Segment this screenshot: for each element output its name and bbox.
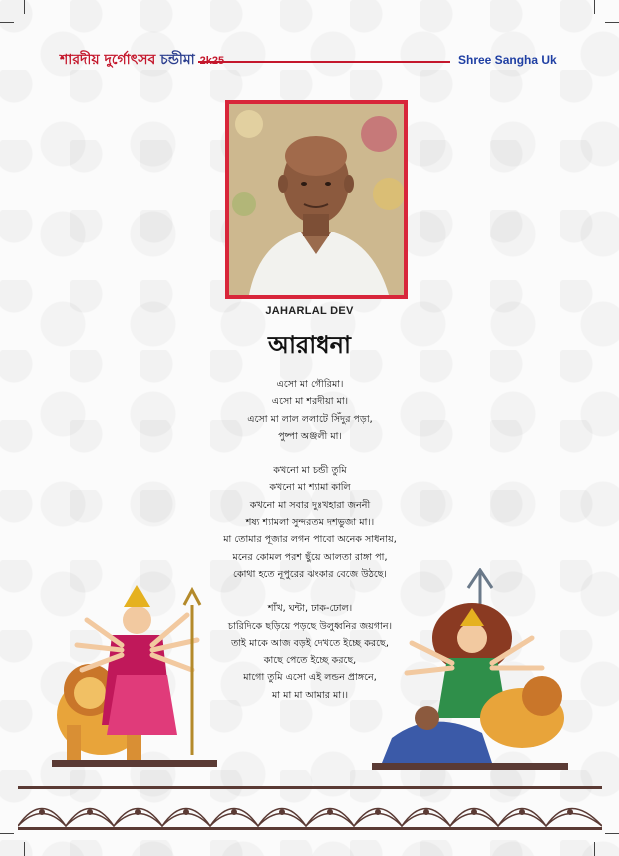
poem-line: মা তোমার পূজার লগন পাবো অনেক সাধনায়, (223, 534, 397, 546)
poem-line: এসো মা শরদীয়া মা। (271, 396, 349, 408)
magazine-title-accent: চন্ডীমা (160, 52, 195, 68)
author-portrait-icon (229, 104, 404, 295)
poem-line: পুষ্পা অঞ্জলী মা। (278, 430, 342, 442)
poem-line: কখনো মা শ্যামা কালি (269, 482, 351, 494)
crop-mark-top-left (0, 22, 14, 23)
durga-on-lion-icon (52, 575, 217, 767)
stanza-1 (160, 376, 460, 445)
magazine-title (60, 48, 224, 70)
poem-line: শাঁখ, ঘন্টা, ঢাক-ঢোল। (267, 603, 353, 615)
poem-line: কোথা হতে নূপুরের ঝংকার বেজে উঠছে। (233, 568, 387, 580)
poem-title: আরাধনা (268, 331, 351, 359)
poem-line: চারিদিকে ছড়িয়ে পড়ছে উলুধ্বনির জয়গান। (227, 620, 393, 632)
poem-line: এসো মা লাল ললাটে সিঁদুর পড়া, (247, 413, 373, 425)
poem-line: কখনো মা চন্ডী তুমি (273, 465, 347, 477)
crop-mark-top-right (605, 22, 619, 23)
poem-line: শষ্য শ্যামলা সুন্দরতম দশভুজা মা।। (245, 517, 375, 529)
header-rule (198, 61, 450, 63)
durga-slaying-mahishasura-icon (372, 568, 568, 770)
poem-line: মাগো তুমি এসো এই লন্ডন প্রাঙ্গনে, (243, 672, 377, 684)
poem-line: মনের কোমল পরশ ছুঁয়ে আলতা রাঙ্গা পা, (232, 551, 388, 563)
poem-line: মা মা মা আমার মা।। (271, 689, 349, 701)
crop-mark-bottom-left-v (24, 842, 25, 856)
magazine-title-main: শারদীয় দুর্গোৎসব (60, 52, 156, 68)
author-name: JAHARLAL DEV (265, 305, 354, 317)
poem-line: এসো মা গৌরিমা। (276, 379, 344, 390)
poem-line: তাই মাকে আজ বড়ই দেখতে ইচ্ছে করছে, (231, 637, 389, 649)
crop-mark-bottom-left (0, 833, 14, 834)
crop-mark-top-right-v (594, 0, 595, 14)
poem-line: কখনো মা সবার দুঃখহারা জননী (249, 499, 371, 511)
stanza-2 (160, 462, 460, 583)
crop-mark-bottom-right-v (594, 842, 595, 856)
organization-name: Shree Sangha Uk (458, 53, 557, 67)
crop-mark-bottom-right (605, 833, 619, 834)
author-photo (225, 100, 408, 299)
crop-mark-top-left-v (24, 0, 25, 14)
poem-line: কাছে পেতে ইচ্ছে করছে, (263, 655, 357, 667)
paisley-border-icon (18, 786, 602, 830)
